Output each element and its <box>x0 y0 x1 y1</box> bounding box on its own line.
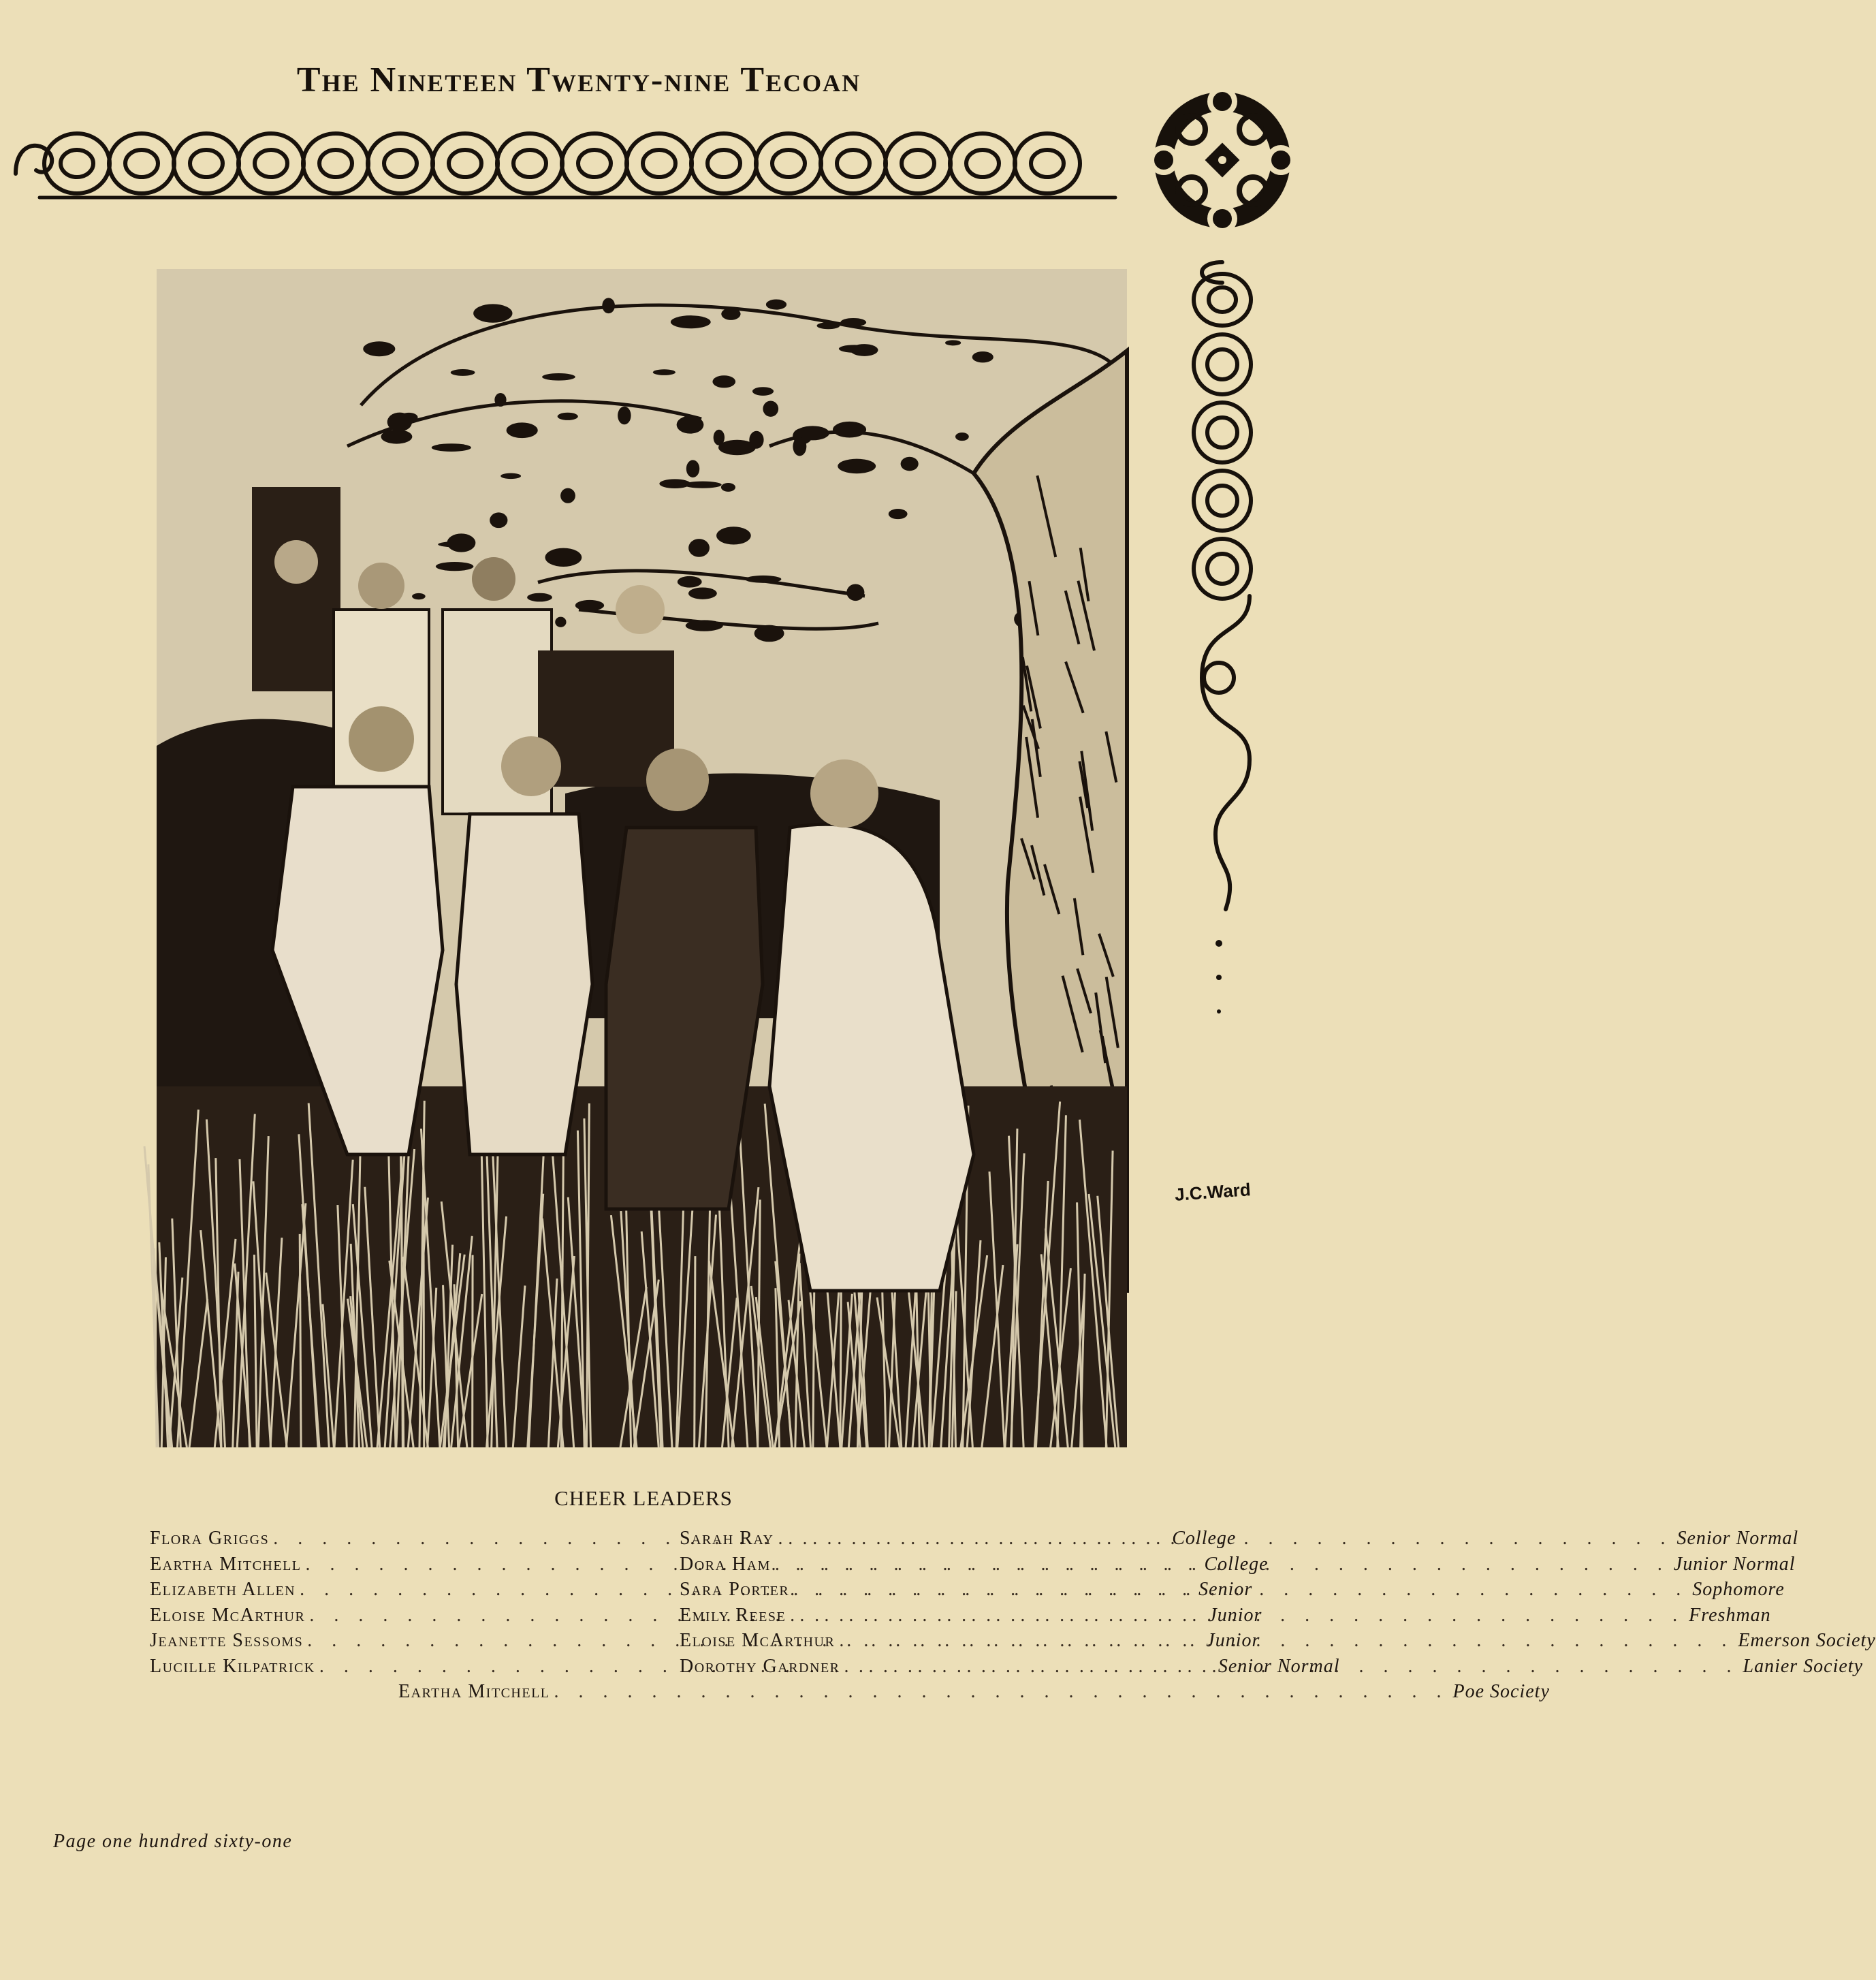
member-class: Emerson Society <box>1738 1630 1876 1651</box>
leader-dots <box>554 1679 1449 1705</box>
leader-dots <box>778 1526 1672 1552</box>
leader-dots <box>775 1552 1670 1577</box>
member-name: Sarah Ray <box>680 1528 774 1549</box>
member-class: Sophomore <box>1692 1579 1785 1600</box>
member-class: College <box>1172 1528 1237 1549</box>
caption-title: CHEER LEADERS <box>554 1486 733 1510</box>
member-class: Freshman <box>1689 1604 1771 1626</box>
page-number: Page one hundred sixty-one <box>53 1831 293 1852</box>
roster-center-row <box>398 1679 1550 1705</box>
leader-dots <box>793 1577 1688 1603</box>
member-class: Junior <box>1206 1630 1260 1651</box>
scroll-border-ornament <box>12 123 1136 204</box>
member-class: Senior Normal <box>1218 1655 1340 1677</box>
member-name: Dorothy Gardner <box>680 1655 840 1677</box>
member-class: Poe Society <box>1452 1681 1550 1702</box>
member-class: College <box>1204 1553 1269 1575</box>
leader-dots <box>790 1603 1685 1629</box>
roster-entry <box>398 1679 1550 1705</box>
member-class: Lanier Society <box>1743 1655 1864 1677</box>
leader-dots <box>844 1654 1739 1680</box>
member-name: Sara Porter <box>680 1579 790 1600</box>
member-name: Emily Reese <box>680 1604 786 1626</box>
member-name: Flora Griggs <box>150 1528 270 1549</box>
member-name: Eartha Mitchell <box>150 1553 302 1575</box>
member-name: Eloise McArthur <box>150 1604 306 1626</box>
member-class: Junior <box>1208 1604 1262 1626</box>
member-class: Senior Normal <box>1676 1528 1799 1549</box>
member-name: Eartha Mitchell <box>398 1681 550 1702</box>
member-name: Lucille Kilpatrick <box>150 1655 315 1677</box>
member-name: Elizabeth Allen <box>150 1579 296 1600</box>
pen-drawing <box>157 269 1127 1447</box>
member-name: Eloise McArthur <box>680 1630 836 1651</box>
side-scroll-ornament <box>1181 255 1263 1032</box>
cheerleaders-illustration <box>157 269 1252 1447</box>
member-class: Junior Normal <box>1673 1553 1796 1575</box>
corner-rosette-ornament <box>1141 78 1304 242</box>
member-name: Dora Ham <box>680 1553 771 1575</box>
member-name: Jeanette Sessoms <box>150 1630 304 1651</box>
page-header-title: The Nineteen Twenty-nine Tecoan <box>296 61 861 99</box>
artist-signature: J.C.Ward <box>1174 1179 1252 1205</box>
member-class: Senior <box>1198 1579 1253 1600</box>
leader-dots <box>839 1628 1734 1654</box>
